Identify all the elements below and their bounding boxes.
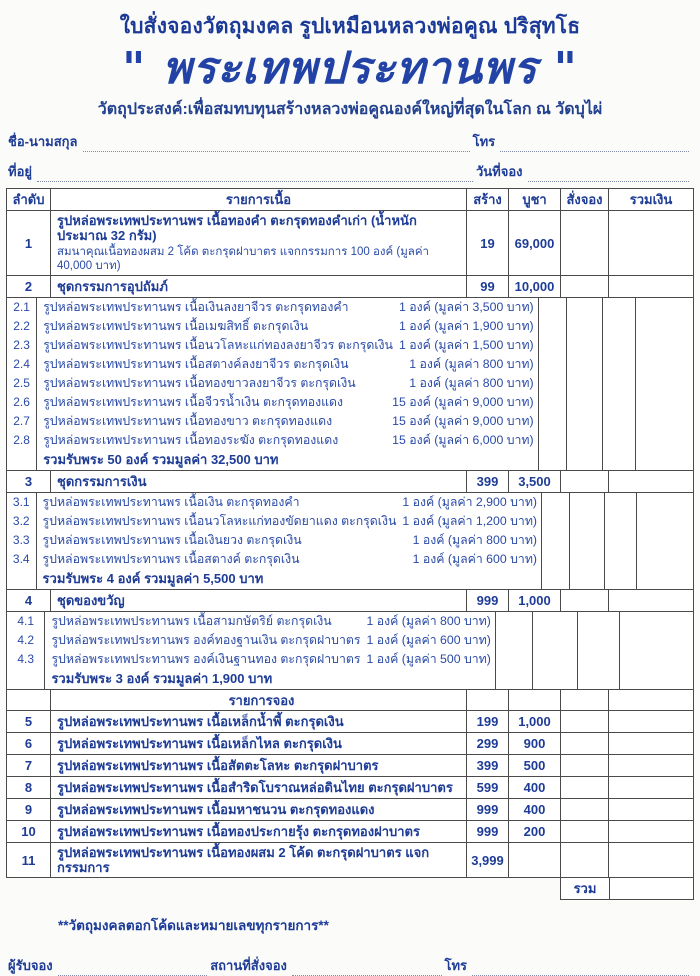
sub-row-number: 2.5: [13, 376, 30, 390]
sub-row-number: 3.1: [12, 495, 30, 509]
table-row-3: [7, 471, 693, 493]
made-count: 999: [467, 821, 509, 842]
sub-row-number: 2.3: [13, 338, 30, 352]
form-title-main: " พระเทพประทานพร ": [122, 43, 578, 94]
made-count: 599: [467, 777, 509, 798]
sub-item-description: รูปหล่อพระเทพประทานพร เนื้อจีวรน้ำเงิน ตะกรุดทองแดง: [43, 395, 344, 409]
sub-item-qty: 1 องค์ (มูลค่า 1,500 บาท): [398, 338, 534, 352]
table-row-8: [7, 777, 693, 799]
table-row-2: [7, 276, 693, 298]
table-row-7: [7, 755, 693, 777]
sub-item-qty: 1 องค์ (มูลค่า 800 บาท): [366, 614, 491, 628]
price-value: 400: [509, 777, 561, 798]
sub-row-number: 3.3: [12, 533, 30, 547]
name-phone-line: [6, 128, 694, 152]
group-summary: รวมรับพระ 3 องค์ รวมมูลค่า 1,900 บาท: [51, 671, 273, 686]
sub-row-number: 2.6: [13, 395, 30, 409]
order-qty-cell[interactable]: [605, 493, 637, 589]
price-value: 3,500: [509, 471, 561, 492]
table-row-5: [7, 711, 693, 733]
table-group-4: [7, 612, 693, 690]
header-total: รวมเงิน: [629, 192, 673, 207]
address-input-line[interactable]: [37, 167, 473, 182]
made-count: 399: [467, 471, 509, 492]
sub-item-description: รูปหล่อพระเทพประทานพร เนื้อทองระฆัง ตะกรุดทองแดง: [43, 433, 339, 447]
sub-item-description: รูปหล่อพระเทพประทานพร เนื้อสตางค์ ตะกรุดเงิน: [42, 552, 300, 566]
sub-item-qty: 1 องค์ (มูลค่า 3,500 บาท): [398, 300, 534, 314]
table-group-3: [7, 493, 693, 590]
receiver-label: ผู้รับจอง: [8, 958, 53, 973]
header-price: บูชา: [509, 189, 561, 210]
price-value: 10,000: [509, 276, 561, 297]
name-label: ชื่อ-นามสกุล: [8, 134, 78, 149]
table-group-2: [7, 298, 693, 471]
made-cell-empty: [542, 493, 570, 589]
row-number: 10: [7, 821, 51, 842]
order-qty-cell[interactable]: [561, 276, 609, 297]
order-qty-cell[interactable]: [561, 777, 609, 798]
sub-item-description: รูปหล่อพระเทพประทานพร องค์เงินฐานทอง ตะกรุดฝาบาตร: [51, 652, 361, 666]
row-number: 8: [7, 777, 51, 798]
sub-item-qty: 15 องค์ (มูลค่า 9,000 บาท): [392, 414, 534, 428]
phone-label: โทร: [472, 134, 496, 149]
made-count: 399: [467, 755, 509, 776]
table-row-10: [7, 821, 693, 843]
amount-cell[interactable]: [609, 211, 693, 275]
sub-item-qty: 1 องค์ (มูลค่า 2,900 บาท): [402, 495, 538, 509]
sub-item-qty: 1 องค์ (มูลค่า 800 บาท): [412, 533, 538, 547]
sub-row-number: 4.1: [17, 614, 35, 628]
made-count: 299: [467, 733, 509, 754]
price-value: 500: [509, 755, 561, 776]
header-no: ลำดับ: [7, 189, 51, 210]
sub-item-qty: 1 องค์ (มูลค่า 1,900 บาท): [398, 319, 534, 333]
place-input-line[interactable]: [292, 961, 442, 976]
sub-item-description: รูปหล่อพระเทพประทานพร เนื้อนวโลหะแก่ทองลงยาจีวร ตะกรุดเงิน: [43, 338, 393, 352]
order-qty-cell[interactable]: [561, 821, 609, 842]
order-qty-cell[interactable]: [561, 755, 609, 776]
sub-item-description: รูปหล่อพระเทพประทานพร เนื้อเงินลงยาจีวร ตะกรุดทองคำ: [43, 300, 349, 314]
amount-cell[interactable]: [609, 843, 693, 877]
item-description: รูปหล่อพระเทพประทานพร เนื้อทองผสม 2 โค้ด ตะกรุดฝาบาตร แจกกรรมการ: [57, 845, 430, 875]
order-qty-cell[interactable]: [578, 612, 620, 689]
sub-item-description: รูปหล่อพระเทพประทานพร เนื้อเงินยวง ตะกรุดเงิน: [42, 533, 302, 547]
row-number: 1: [7, 211, 51, 275]
sub-row-number: 4.2: [17, 633, 35, 647]
row-number: 2: [7, 276, 51, 297]
amount-cell[interactable]: [609, 711, 693, 732]
sub-item-description: รูปหล่อพระเทพประทานพร เนื้อสตางค์ลงยาจีวร ตะกรุดเงิน: [43, 357, 349, 371]
sub-item-description: รูปหล่อพระเทพประทานพร เนื้อเมฆสิทธิ์ ตะกรุดเงิน: [43, 319, 309, 333]
amount-cell[interactable]: [609, 276, 693, 297]
price-value: [509, 843, 561, 877]
price-cell-empty: [570, 493, 605, 589]
row-number: 11: [7, 843, 51, 877]
item-description: รูปหล่อพระเทพประทานพร เนื้อทองคำ ตะกรุดทองคำเก่า (น้ำหนักประมาณ 32 กรัม): [57, 213, 417, 243]
amount-cell[interactable]: [609, 777, 693, 798]
made-count: 999: [467, 590, 509, 611]
made-cell-empty: [539, 298, 568, 470]
item-description: รูปหล่อพระเทพประทานพร เนื้อเหล็กน้ำพี้ ตะกรุดเงิน: [57, 714, 344, 729]
amount-cell[interactable]: [609, 821, 693, 842]
header-order: สั่งจอง: [561, 189, 609, 210]
row-number: 5: [7, 711, 51, 732]
price-value: 1,000: [509, 590, 561, 611]
footer-phone-label: โทร: [444, 958, 468, 973]
item-bonus-note: สมนาคุณเนื้อทองผสม 2 โค้ด ตะกรุดฝาบาตร แจกกรรมการ 100 องค์ (มูลค่า 40,000 บาท): [57, 246, 429, 272]
amount-cell[interactable]: [620, 612, 693, 689]
order-qty-cell[interactable]: [561, 711, 609, 732]
amount-cell[interactable]: [609, 755, 693, 776]
receiver-input-line[interactable]: [58, 961, 208, 976]
amount-cell[interactable]: [609, 799, 693, 820]
price-value: 1,000: [509, 711, 561, 732]
name-input-line[interactable]: [83, 137, 470, 152]
amount-cell[interactable]: [609, 690, 693, 710]
no-cell-empty: [7, 690, 51, 710]
sub-item-qty: 1 องค์ (มูลค่า 1,200 บาท): [402, 514, 538, 528]
table-row-11: [7, 843, 693, 877]
item-description: ชุดกรรมการเงิน: [57, 474, 147, 489]
group-summary: รวมรับพระ 4 องค์ รวมมูลค่า 5,500 บาท: [42, 571, 264, 586]
date-label: วันที่จอง: [475, 164, 523, 179]
place-label: สถานที่สั่งจอง: [210, 958, 287, 973]
sub-item-description: รูปหล่อพระเทพประทานพร เนื้อทองขาวลงยาจีวร ตะกรุดเงิน: [43, 376, 356, 390]
order-qty-cell[interactable]: [561, 590, 609, 611]
item-description: ชุดกรรมการอุปถัมภ์: [57, 279, 168, 294]
sub-row-number: 4.3: [17, 652, 35, 666]
sub-row-number: 2.7: [13, 414, 30, 428]
made-count: 99: [467, 276, 509, 297]
made-count: 999: [467, 799, 509, 820]
item-description: รูปหล่อพระเทพประทานพร เนื้อมหาชนวน ตะกรุดทองแดง: [57, 802, 375, 817]
item-description: ชุดของขวัญ: [57, 593, 125, 608]
table-row-1: [7, 211, 693, 276]
order-qty-cell[interactable]: [561, 799, 609, 820]
sub-item-qty: 15 องค์ (มูลค่า 9,000 บาท): [392, 395, 534, 409]
sub-row-number: 3.2: [12, 514, 30, 528]
item-description: รูปหล่อพระเทพประทานพร เนื้อทองประกายรุ้ง ตะกรุดทองฝาบาตร: [57, 824, 420, 839]
footer-phone-input-line[interactable]: [472, 961, 689, 976]
price-value: 400: [509, 799, 561, 820]
sub-item-qty: 15 องค์ (มูลค่า 6,000 บาท): [392, 433, 534, 447]
price-value: 69,000: [509, 211, 561, 275]
made-cell-empty: [467, 690, 509, 710]
grand-total-row: [560, 878, 694, 900]
price-cell-empty: [509, 690, 561, 710]
table-header-row: [7, 189, 693, 211]
item-description: รูปหล่อพระเทพประทานพร เนื้อสำริดโบราณหล่อดินไทย ตะกรุดฝาบาตร: [57, 780, 453, 795]
order-qty-cell[interactable]: [561, 471, 609, 492]
form-header: [6, 10, 694, 122]
amount-cell[interactable]: [609, 733, 693, 754]
row-number: 9: [7, 799, 51, 820]
sub-item-qty: 1 องค์ (มูลค่า 600 บาท): [412, 552, 538, 566]
order-qty-cell[interactable]: [561, 690, 609, 710]
header-item: รายการเนื้อ: [51, 189, 467, 210]
table-row-6: [7, 733, 693, 755]
row-number: 7: [7, 755, 51, 776]
booking-section-title: รายการจอง: [51, 690, 467, 710]
order-table: [6, 188, 694, 878]
made-count: 3,999: [467, 843, 509, 877]
price-value: 200: [509, 821, 561, 842]
price-value: 900: [509, 733, 561, 754]
grand-total-cell[interactable]: [610, 878, 693, 899]
address-label: ที่อยู่: [8, 164, 32, 179]
footer-note: **วัตถุมงคลตอกโค้ดและหมายเลขทุกรายการ**: [58, 918, 329, 933]
amount-cell[interactable]: [637, 493, 693, 589]
row-number: 6: [7, 733, 51, 754]
made-count: 199: [467, 711, 509, 732]
sub-item-description: รูปหล่อพระเทพประทานพร เนื้อทองขาว ตะกรุดทองแดง: [43, 414, 333, 428]
address-date-line: [6, 158, 694, 182]
sub-item-description: รูปหล่อพระเทพประทานพร เนื้อสามกษัตริย์ ตะกรุดเงิน: [51, 614, 332, 628]
price-cell-empty: [567, 298, 603, 470]
table-row-4: [7, 590, 693, 612]
header-made: สร้าง: [467, 189, 509, 210]
table-row-9: [7, 799, 693, 821]
sub-item-qty: 1 องค์ (มูลค่า 500 บาท): [366, 652, 491, 666]
item-description: รูปหล่อพระเทพประทานพร เนื้อเหล็กไหล ตะกรุดเงิน: [57, 736, 342, 751]
order-qty-cell[interactable]: [561, 211, 609, 275]
made-count: 19: [467, 211, 509, 275]
group-summary: รวมรับพระ 50 องค์ รวมมูลค่า 32,500 บาท: [43, 452, 279, 467]
date-input-line[interactable]: [528, 167, 689, 182]
sub-item-description: รูปหล่อพระเทพประทานพร เนื้อเงิน ตะกรุดทองคำ: [42, 495, 300, 509]
row-number: 3: [7, 471, 51, 492]
sub-row-number: 2.1: [13, 300, 30, 314]
order-qty-cell[interactable]: [561, 733, 609, 754]
amount-cell[interactable]: [609, 471, 693, 492]
sub-row-number: 3.4: [12, 552, 30, 566]
footer-line: [6, 952, 694, 976]
phone-input-line[interactable]: [500, 137, 689, 152]
price-cell-empty: [533, 612, 578, 689]
order-qty-cell[interactable]: [561, 843, 609, 877]
sub-row-number: 2.8: [13, 433, 30, 447]
order-qty-cell[interactable]: [603, 298, 636, 470]
item-description: รูปหล่อพระเทพประทานพร เนื้อสัตตะโลหะ ตะกรุดฝาบาตร: [57, 758, 379, 773]
sub-item-qty: 1 องค์ (มูลค่า 800 บาท): [409, 376, 534, 390]
form-title-line1: ใบสั่งจองวัตถุมงคล รูปเหมือนหลวงพ่อคูณ ปริสุทโธ: [119, 15, 581, 38]
grand-total-label: รวม: [561, 878, 610, 899]
amount-cell[interactable]: [609, 590, 693, 611]
sub-row-number: 2.4: [13, 357, 30, 371]
amount-cell[interactable]: [636, 298, 693, 470]
row-number: 4: [7, 590, 51, 611]
sub-item-description: รูปหล่อพระเทพประทานพร องค์ทองฐานเงิน ตะกรุดฝาบาตร: [51, 633, 361, 647]
form-subtitle: วัตถุประสงค์:เพื่อสมทบทุนสร้างหลวงพ่อคูณองค์ใหญ่ที่สุดในโลก ณ วัดบุไผ่: [97, 101, 603, 118]
sub-item-qty: 1 องค์ (มูลค่า 800 บาท): [409, 357, 534, 371]
made-cell-empty: [496, 612, 533, 689]
booking-section-row: [7, 690, 693, 711]
sub-item-qty: 1 องค์ (มูลค่า 600 บาท): [366, 633, 491, 647]
sub-item-description: รูปหล่อพระเทพประทานพร เนื้อนวโลหะแก่ทองขัดยาแดง ตะกรุดเงิน: [42, 514, 397, 528]
sub-row-number: 2.2: [13, 319, 30, 333]
